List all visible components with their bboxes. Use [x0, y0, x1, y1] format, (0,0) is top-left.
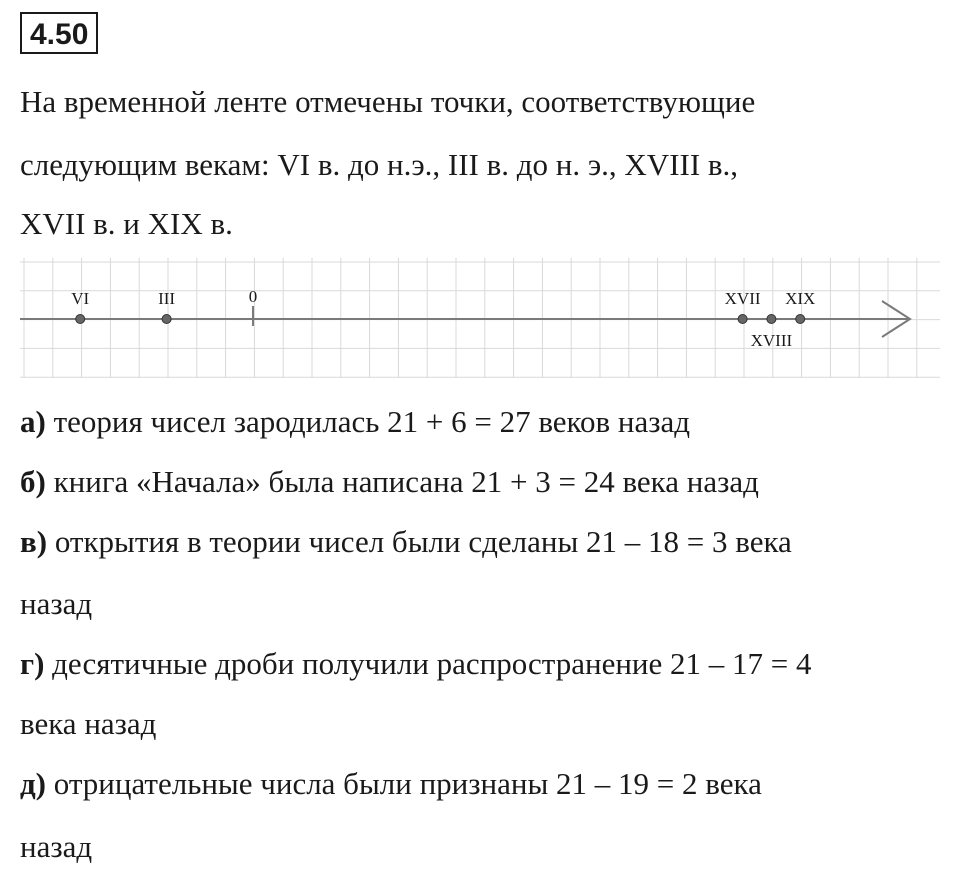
- timeline-point: [796, 315, 805, 324]
- answer-text: открытия в теории чисел были сделаны 21 – 18 = 3 века: [54, 524, 792, 559]
- answer-1-line-1: [20, 402, 690, 442]
- timeline-point: [76, 315, 85, 324]
- timeline-figure: [20, 258, 940, 378]
- answer-2-line-1: [20, 462, 759, 502]
- timeline-point-label: XVII: [724, 289, 761, 308]
- answer-letter: в): [20, 524, 48, 559]
- answer-letter: б): [20, 464, 46, 499]
- timeline-point-label: XVIII: [750, 331, 793, 350]
- timeline-point: [738, 315, 747, 324]
- answer-4-line-1: [20, 644, 812, 684]
- answer-text: назад: [20, 829, 93, 864]
- timeline-point-label: III: [158, 289, 176, 308]
- answer-3-line-1: [20, 522, 792, 562]
- answer-text: десятичные дроби получили распространение 21 – 17 = 4: [52, 646, 812, 681]
- timeline-point: [767, 315, 776, 324]
- answer-5-line-1: [20, 764, 762, 804]
- answer-text: назад: [20, 586, 93, 621]
- answer-text: теория чисел зародилась 21 + 6 = 27 веков назад: [53, 404, 691, 439]
- answer-letter: а): [20, 404, 46, 439]
- answer-text: отрицательные числа были признаны 21 – 19 = 2 века: [53, 766, 762, 801]
- answer-letter: г): [20, 646, 45, 681]
- answer-text: книга «Начала» была написана 21 + 3 = 24 века назад: [53, 464, 759, 499]
- timeline-point: [162, 315, 171, 324]
- statement-line-1: На временной ленте отмечены точки, соответствующие: [20, 84, 756, 119]
- answer-3-line-2: [20, 584, 92, 624]
- timeline-point-label: VI: [71, 289, 90, 308]
- timeline-point-label: XIX: [785, 289, 816, 308]
- answer-5-line-2: [20, 827, 92, 867]
- statement-line-3: XVII в. и XIX в.: [20, 206, 233, 241]
- statement-line-2: следующим векам: VI в. до н.э., III в. до н. э., XVIII в.,: [20, 147, 739, 182]
- problem-number: 4.50: [20, 12, 98, 54]
- answer-letter: д): [20, 766, 47, 801]
- origin-label: 0: [248, 287, 258, 306]
- answer-text: века назад: [20, 706, 157, 741]
- answer-4-line-2: [20, 704, 156, 744]
